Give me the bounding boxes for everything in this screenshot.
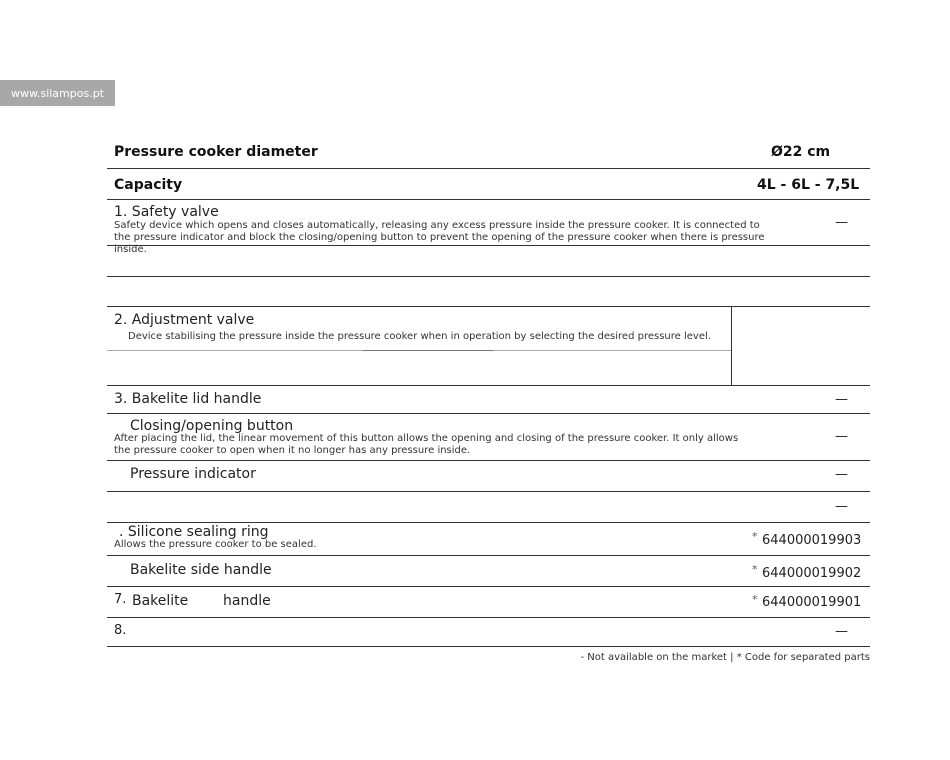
capacity-value: 4L - 6L - 7,5L [757, 177, 860, 193]
availability-dash: — [835, 624, 848, 639]
part-title: handle [223, 593, 271, 609]
part-row-sealing-ring [107, 523, 870, 556]
part-title: 2. Adjustment valve [114, 312, 255, 328]
diameter-value: Ø22 cm [771, 144, 831, 160]
empty-row [107, 277, 870, 307]
part-row-pressure-indicator [107, 461, 870, 492]
part-title: Bakelite [132, 593, 189, 609]
spare-part-asterisk: * [752, 563, 758, 576]
website-url-badge: www.silampos.pt [0, 80, 115, 106]
part-row-adjustment-valve [107, 307, 870, 386]
part-code: 644000019903 [762, 533, 862, 548]
inner-divider [363, 350, 493, 351]
part-code: 644000019901 [762, 595, 862, 610]
part-number: 8. [114, 623, 127, 638]
part-title: Pressure indicator [130, 466, 256, 482]
part-title: Bakelite side handle [130, 562, 272, 578]
availability-dash: — [835, 467, 848, 482]
part-row-unlabeled [107, 492, 870, 523]
part-row-handle [107, 587, 870, 618]
part-row-8 [107, 618, 870, 647]
part-description: Safety device which opens and closes automatically, releasing any excess pressure inside the pressure cooker. It is connected to the pressure indicator and block the closing/opening button to prevent the opening of the pressure cooker when there is pressure inside. [114, 220, 765, 255]
availability-dash: — [835, 392, 848, 407]
part-number: 7. [114, 592, 127, 607]
capacity-label: Capacity [114, 177, 183, 193]
part-code: 644000019902 [762, 566, 862, 581]
part-description: Device stabilising the pressure inside the pressure cooker when in operation by selecting the desired pressure level. [128, 331, 711, 342]
part-title: 3. Bakelite lid handle [114, 391, 262, 407]
availability-dash: — [835, 215, 848, 230]
part-row-safety-valve [107, 200, 870, 255]
spare-part-asterisk: * [752, 593, 758, 606]
part-row-closing-button [107, 414, 870, 461]
column-divider [731, 307, 732, 385]
part-description: Allows the pressure cooker to be sealed. [114, 539, 317, 550]
diameter-row [107, 136, 870, 169]
empty-row [107, 246, 870, 277]
part-title: 1. Safety valve [114, 204, 219, 220]
part-row-side-handle [107, 556, 870, 587]
availability-dash: — [835, 429, 848, 444]
part-description: After placing the lid, the linear movement of this button allows the opening and closing of the pressure cooker. It only allows the pressure cooker to open when it no longer has any pressure inside. [114, 433, 739, 456]
part-title: . Silicone sealing ring [119, 524, 269, 540]
capacity-row [107, 169, 870, 200]
availability-dash: — [835, 499, 848, 514]
spec-table [107, 136, 870, 647]
part-title: Closing/opening button [130, 418, 294, 434]
spare-part-asterisk: * [752, 530, 758, 543]
part-row-lid-handle [107, 386, 870, 414]
legend-footnote: - Not available on the market | * Code for separated parts [580, 652, 870, 663]
diameter-label: Pressure cooker diameter [114, 144, 318, 160]
